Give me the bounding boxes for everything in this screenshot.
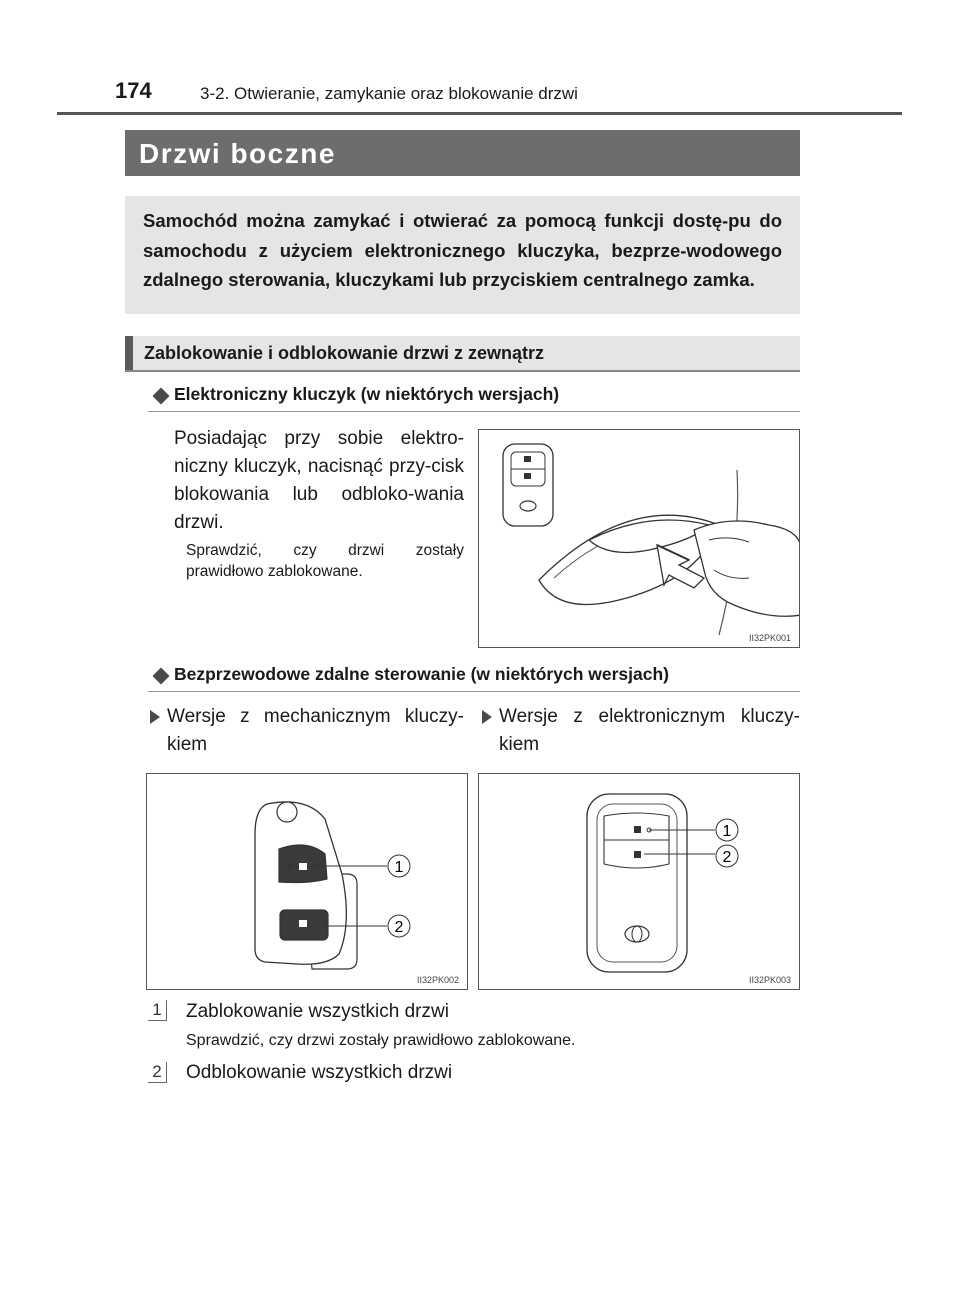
subsection-title: Zablokowanie i odblokowanie drzwi z zewnątrz xyxy=(144,343,545,363)
legend-item-note: Sprawdzić, czy drzwi zostały prawidłowo zablokowane. xyxy=(186,1032,576,1049)
door-handle-illustration xyxy=(479,430,800,648)
page-number: 174 xyxy=(115,78,152,103)
figure-electronic-key xyxy=(478,773,800,990)
smart-key-heading: Elektroniczny kluczyk (w niektórych wersjach) xyxy=(174,384,560,404)
section-title: Drzwi boczne xyxy=(139,138,336,169)
figure-code: II32PK003 xyxy=(748,975,791,985)
caret-bullet-icon xyxy=(150,710,160,724)
figure-code: II32PK002 xyxy=(416,975,459,985)
caret-bullet-icon xyxy=(482,710,492,724)
remote-heading: Bezprzewodowe zdalne sterowanie (w niektórych wersjach) xyxy=(174,664,669,684)
intro-box xyxy=(125,196,800,314)
variant-label-mechanical: Wersje z mechanicznym kluczy-kiem xyxy=(167,706,464,755)
legend-item-text: Zablokowanie wszystkich drzwi xyxy=(186,1001,449,1022)
smart-key-instruction: Posiadając przy sobie elektro-niczny kluczyk, nacisnąć przy-cisk blokowania lub odbloko-wania drzwi. xyxy=(174,428,464,533)
heading-rule xyxy=(148,691,800,692)
callout-1-label: 1 xyxy=(394,859,404,876)
intro-text: Samochód można zamykać i otwierać za pomocą funkcji dostę-pu do samochodu z użyciem elektronicznego kluczyka, bezprze-wodowego zdalnego sterowania, kluczykami lub przyciskiem centralnego zamka. xyxy=(143,210,782,290)
electronic-key-illustration xyxy=(479,774,800,990)
smart-key-note: Sprawdzić, czy drzwi zostały prawidłowo zablokowane. xyxy=(186,542,464,580)
header-rule xyxy=(57,112,902,115)
variant-label-electronic: Wersje z elektronicznym kluczy-kiem xyxy=(499,706,800,755)
callout-1-label: 1 xyxy=(722,823,732,840)
callout-2-label: 2 xyxy=(394,919,404,936)
subsection-bar xyxy=(125,336,800,372)
subsection-accent xyxy=(125,336,133,370)
running-title: 3-2. Otwieranie, zamykanie oraz blokowanie drzwi xyxy=(200,84,578,103)
mechanical-key-illustration xyxy=(147,774,468,990)
heading-rule xyxy=(148,411,800,412)
legend-item-text: Odblokowanie wszystkich drzwi xyxy=(186,1062,453,1083)
figure-mechanical-key xyxy=(146,773,468,990)
callout-2-label: 2 xyxy=(722,849,732,866)
figure-code: II32PK001 xyxy=(748,633,791,643)
figure-door-handle xyxy=(478,429,800,648)
diamond-bullet-icon xyxy=(153,668,170,685)
legend-number: 2 xyxy=(148,1062,167,1083)
legend-number: 1 xyxy=(148,1000,167,1021)
diamond-bullet-icon xyxy=(153,388,170,405)
section-title-bar xyxy=(125,130,800,176)
